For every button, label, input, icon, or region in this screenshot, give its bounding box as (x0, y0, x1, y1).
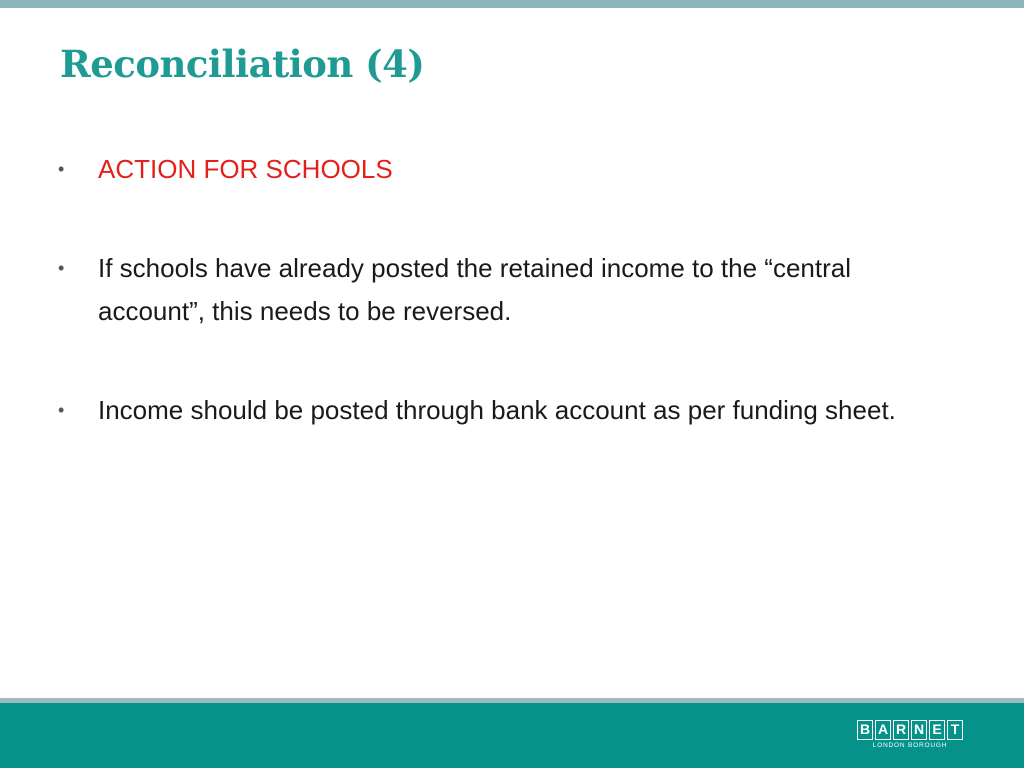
bullet-text: ACTION FOR SCHOOLS (98, 154, 393, 184)
logo-letter: T (947, 720, 963, 740)
bullet-item (58, 389, 958, 432)
logo-letter: A (875, 720, 891, 740)
logo-letter: B (857, 720, 873, 740)
bullet-dot: • (58, 159, 65, 179)
bullet-text: If schools have already posted the retained income to the “central account”, this needs to be reversed. (98, 253, 851, 326)
bullet-dot: • (58, 400, 65, 420)
logo-subtitle: LONDON BOROUGH (872, 742, 948, 749)
logo-letter: N (911, 720, 927, 740)
bullet-dot: • (58, 258, 65, 278)
bullet-text: Income should be posted through bank account as per funding sheet. (98, 395, 896, 425)
bullet-item (58, 247, 958, 333)
logo-letter: E (929, 720, 945, 740)
logo-letter: R (893, 720, 909, 740)
slide-title: Reconciliation (4) (60, 42, 425, 86)
top-band (0, 0, 1024, 8)
bullet-list (58, 148, 958, 488)
logo-letters (857, 720, 963, 740)
bullet-item (58, 148, 958, 191)
barnet-logo (857, 720, 963, 749)
